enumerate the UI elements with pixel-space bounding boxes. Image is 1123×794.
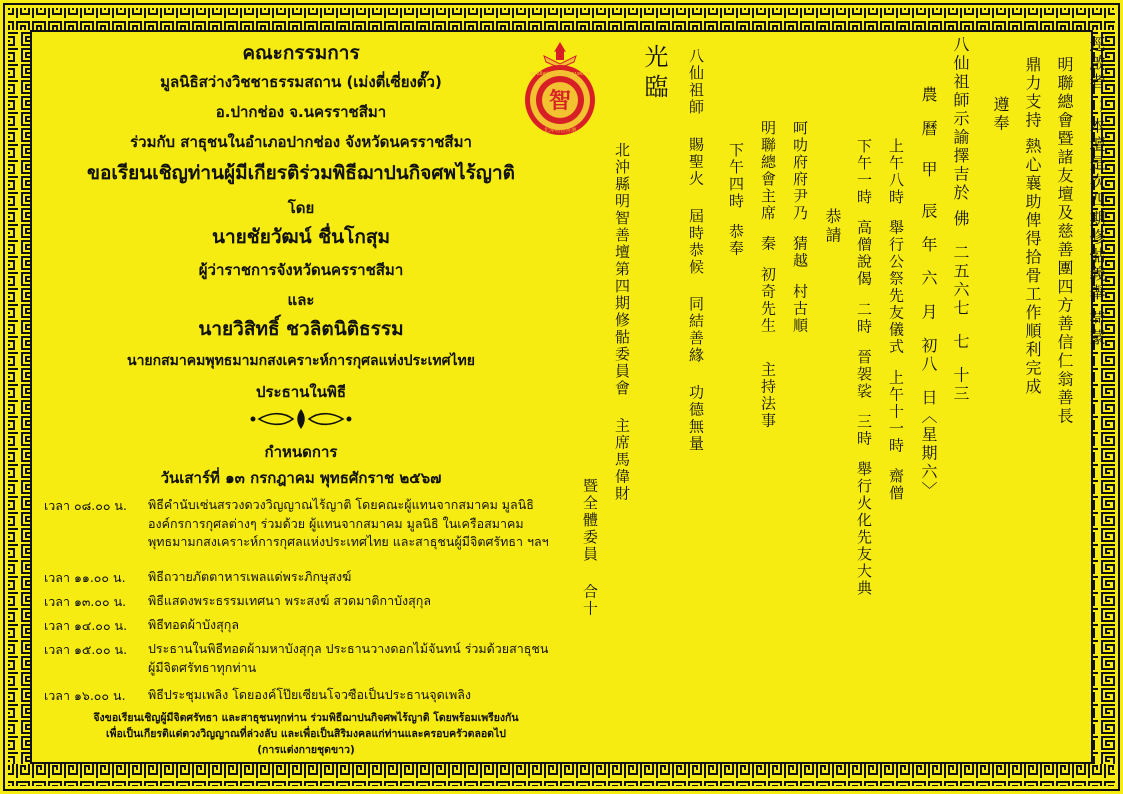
schedule-time: เวลา ๑๔.๐๐ น. [44, 618, 128, 633]
governor-title: ผู้ว่าราชการจังหวัดนครราชสีมา [198, 261, 404, 279]
logo-center-char: 智 [548, 89, 572, 114]
schedule-desc: พิธีคำนับเซ่นสรวงดวงวิญญาณไร้ญาติ โดยคณะผู้แทนจากสมาคม มูลนิธิ [148, 497, 534, 512]
chinese-column: 光臨 [640, 44, 668, 104]
agenda-date: วันเสาร์ที่ ๑๓ กรกฎาคม พุทธศักราช ๒๕๖๗ [160, 469, 442, 487]
chinese-column: 八仙祖師示諭擇吉於 佛 二五六七 七 十三 [951, 36, 970, 404]
schedule-time: เวลา ๑๖.๐๐ น. [44, 688, 126, 703]
schedule-time: เวลา ๑๕.๐๐ น. [44, 642, 128, 657]
chinese-column: 恭請 [823, 208, 842, 245]
chinese-column: 明聯總會主席 秦 初奇先生 主持法事 [759, 120, 777, 430]
schedule-time: เวลา ๑๓.๐๐ น. [44, 594, 127, 609]
by-label: โดย [287, 199, 315, 217]
closing-line: เพื่อเป็นเกียรติแด่ดวงวิญญาณที่ล่วงลับ และเพื่อเป็นสิริมงคลแก่ท่านและครอบครัวตลอดไป [106, 728, 506, 740]
closing-line: จึงขอเรียนเชิญผู้มีจิตศรัทธา และสาธุชนทุกท่าน ร่วมพิธีฌาปนกิจศพไร้ญาติ โดยพร้อมเพรียงกัน [93, 712, 519, 724]
chinese-column: 明聯總會暨諸友壇及慈善團四方善信仁翁善長 [1055, 56, 1074, 426]
president-title: นายกสมาคมพุทธมามกสงเคราะห์การกุศลแห่งประเทศไทย [127, 353, 475, 369]
location: อ.ปากช่อง จ.นครราชสีมา [215, 103, 387, 121]
cohost-line: ร่วมกับ สาธุชนในอำเภอปากช่อง จังหวัดนครราชสีมา [130, 133, 472, 151]
thai-section [36, 36, 566, 756]
chairperson-label: ประธานในพิธี [255, 383, 347, 401]
chinese-column: 暨全體委員 合十 [581, 478, 599, 618]
closing-text [36, 710, 576, 758]
schedule-time: เวลา ๑๑.๐๐ น. [44, 570, 126, 585]
schedule-time: เวลา ๐๘.๐๐ น. [44, 498, 127, 513]
chinese-column: 鼎力支持 熱心襄助俾得拾骨工作順利完成 [1023, 56, 1042, 397]
committee-title: คณะกรรมการ [242, 42, 360, 64]
ornament-divider [241, 406, 361, 432]
schedule-desc: องค์กรการกุศลต่างๆ ร่วมด้วย ผู้แทนจากสมาคม มูลนิธิ ในเครือสมาคม [148, 515, 524, 531]
schedule-desc: พุทธมามกสงเคราะห์การกุศลแห่งประเทศไทย และสาธุชนผู้มีจิตศรัทธา ฯลฯ [148, 534, 549, 549]
governor-name: นายชัยวัฒน์ ชื่นโกสุม [212, 226, 390, 248]
chinese-column: 農 曆 甲 辰 年 六 月 初八 日〈星期六〉 [919, 86, 938, 501]
logo-top-text: มูลนิธิสว่างวิชชาธรรมสถาน [529, 71, 591, 77]
schedule-desc: พิธีแสดงพระธรรมเทศนา พระสงฆ์ สวดมาติกาบังสุกุล [148, 593, 432, 608]
chinese-column: 遵奉 [991, 96, 1010, 133]
president-name: นายวิสิทธิ์ ชวลิตนิติธรรม [198, 318, 404, 340]
foundation-name: มูลนิธิสว่างวิชชาธรรมสถาน (เม่งตี่เซี่ยงตั๊ว) [160, 73, 442, 91]
and-label: และ [287, 291, 315, 309]
schedule-desc: ผู้มีจิตศรัทธาทุกท่าน [148, 659, 257, 675]
schedule-desc: พิธีทอดผ้าบังสุกุล [148, 617, 239, 632]
chinese-column: 下午四時 恭奉 [727, 142, 745, 258]
chinese-column: 上午八時 舉行公祭先友儀式 上午十一時 齋僧 [887, 138, 905, 502]
chinese-column: 八仙祖師 賜聖火 屆時恭候 同結善緣 功德無量 [687, 48, 705, 453]
chinese-column: 北沖縣明智善壇第四期修骷委員會 主席馬偉財 [613, 142, 631, 503]
closing-line: (การแต่งกายชุดขาว) [257, 744, 355, 756]
logo-bottom-text: 北沖明智善壇 [543, 128, 577, 134]
chinese-column: 呵叻府府尹乃 猜越 村古順 [791, 120, 809, 335]
invitation-line: ขอเรียนเชิญท่านผู้มีเกียรติร่วมพิธีฌาปนกิจศพไร้ญาติ [87, 162, 515, 184]
chinese-section [581, 30, 1106, 770]
chinese-column: 下午一時 高僧說偈 二時 晉袈裟 三時 舉行火化先友大典 [855, 138, 873, 597]
schedule-desc: พิธีถวายภัตตาหารเพลแด่พระภิกษุสงฆ์ [148, 569, 352, 584]
chinese-column: 逕啟者 ；本壇是次四期修骷義舉 荷蒙 [1087, 36, 1106, 348]
schedule-desc: พิธีประชุมเพลิง โดยองค์โป๊ยเซียนโจวซือเป็นประธานจุดเพลิง [148, 687, 472, 702]
schedule-desc: ประธานในพิธีทอดผ้ามหาบังสุกุล ประธานวางดอกไม้จันทน์ ร่วมด้วยสาธุชน [148, 641, 549, 656]
agenda-title: กำหนดการ [264, 443, 338, 461]
